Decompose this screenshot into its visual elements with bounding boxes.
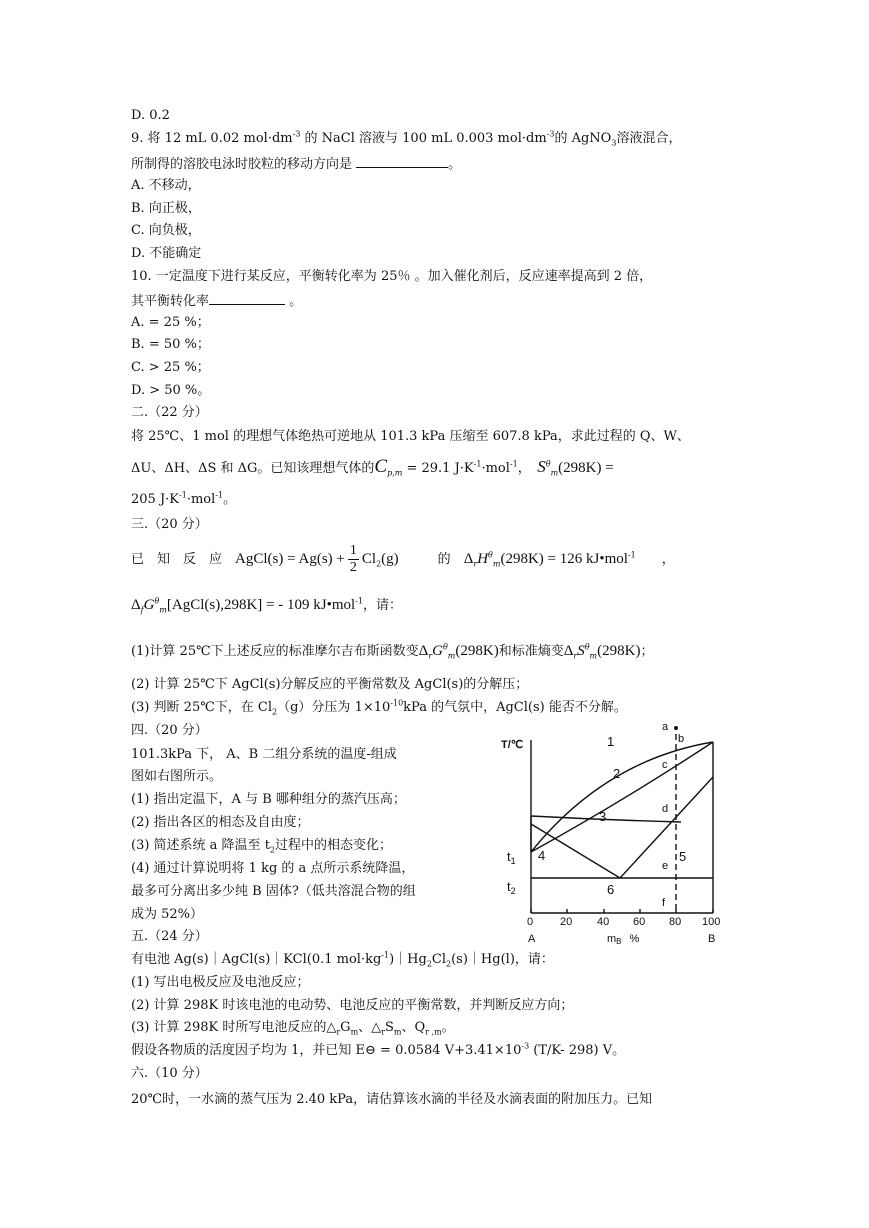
phase-diagram: [495, 720, 731, 950]
section-4-q4-cont: 最多可分离出多少纯 B 固体?（低共溶混合物的组: [131, 884, 416, 899]
q10-option-b: B. = 50 %；: [131, 337, 210, 352]
q10-line1: 10. 一定温度下进行某反应，平衡转化率为 25％ 。加入催化剂后，反应速率提高到 2 倍，: [131, 269, 653, 284]
t1-label: $t_1$: [507, 849, 516, 866]
q10-option-a: A. = 25 %；: [131, 315, 210, 330]
section-3-heading: 三.（20 分）: [131, 517, 208, 532]
q9-option-d: D. 不能确定: [131, 246, 202, 261]
section-6-line1: 20℃时，一水滴的蒸气压为 2.40 kPa，请估算该水滴的半径及水滴表面的附加压力。已知: [131, 1092, 653, 1107]
x-axis-label: mB %: [607, 933, 640, 946]
section-3-q1: (1)计算 25℃下上述反应的标准摩尔吉布斯函数变$\Delta_rG^\theta_m(298K)$和标准熵变$\Delta_rS^\theta_m(298K)$；: [131, 642, 654, 661]
x-tick-label: 40: [597, 916, 610, 928]
section-5-q3: (3) 计算 298K 时所写电池反应的$\triangle_rG_m$、$\triangle_rS_m$、$Q_{r ,m}$。: [131, 1020, 455, 1037]
q9-option-a: A. 不移动，: [131, 178, 201, 193]
x-tick-label: 100: [702, 916, 721, 928]
q10-option-d: D. > 50 %。: [131, 383, 211, 398]
q9-option-b: B. 向正极，: [131, 201, 201, 216]
section-4-q1: (1) 指出定温下，A 与 B 哪种组分的蒸汽压高；: [131, 792, 406, 807]
x-tick-label: 20: [560, 916, 573, 928]
point-c-label: c: [662, 759, 668, 771]
fraction-one-half: $\frac{1}{2}$: [349, 543, 357, 575]
section-4-line2: 图如右图所示。: [131, 769, 223, 784]
x-tick-label: 60: [633, 916, 646, 928]
section-6-heading: 六.（10 分）: [131, 1066, 208, 1081]
region-3-label: 3: [599, 809, 607, 824]
section-3-q2: (2) 计算 25℃下 AgCl(s)分解反应的平衡常数及 AgCl(s)的分解压；: [131, 677, 529, 692]
section-2-line1: 将 25℃、1 mol 的理想气体绝热可逆地从 101.3 kPa 压缩至 607.8 kPa，求此过程的 Q、W、: [131, 429, 690, 444]
section-5-q1: (1) 写出电极反应及电池反应；: [131, 975, 310, 990]
dew-curve: [531, 742, 713, 852]
y-axis-label: T/℃: [501, 739, 524, 751]
q10-option-c: C. > 25 %；: [131, 360, 210, 375]
bubble-curve: [531, 742, 713, 852]
section-2-heading: 二.（22 分）: [131, 405, 208, 420]
point-e-label: e: [662, 860, 669, 872]
section-5-heading: 五.（24 分）: [131, 929, 208, 944]
section-3-line2: $\Delta_fG^\theta_m[AgCl(s),298K]$ = - 109 kJ•mol$^{-1}$，请：: [131, 596, 402, 615]
q9-line1: 9. 将 12 mL 0.02 $mol\cdot dm^{-3}$ 的 NaCl 溶液与 100 mL 0.003 $mol\cdot dm^{-3}$的 AgNO$_3$溶液混合，: [131, 129, 682, 148]
end-a-label: A: [528, 933, 536, 945]
point-f-label: f: [662, 897, 666, 909]
section-5-note: 假设各物质的活度因子均为 1，并已知 E⊖ = 0.0584 $V+3.41\times 10^{-3}$ (T/K- 298) V。: [131, 1041, 626, 1058]
section-5-line1: 有电池 Ag(s)｜AgCl(s)｜KCl(0.1 $mol\cdot kg^{-1})|Hg_2Cl_2(s)|Hg(l)$，请：: [131, 950, 554, 969]
section-5-q2: (2) 计算 298K 时该电池的电动势、电池反应的平衡常数，并判断反应方向；: [131, 998, 574, 1013]
x-tick-label: 0: [527, 916, 534, 928]
region-1-label: 1: [607, 734, 615, 749]
q9-line2: 所制得的溶胶电泳时胶粒的移动方向是 。: [131, 153, 461, 175]
region-5-label: 5: [679, 849, 687, 864]
section-4-q3: (3) 简述系统 a 降温至 $t_2$过程中的相态变化；: [131, 838, 393, 855]
end-b-label: B: [708, 933, 716, 945]
section-4-q4-cont2: 成为 52%）: [131, 907, 204, 922]
t2-label: $t_2$: [507, 879, 516, 896]
section-4-heading: 四.（20 分）: [131, 723, 208, 738]
section-2-line3: 205 $J\cdot K^{-1}\cdot mol^{-1}$。: [131, 490, 237, 507]
q8-option-d: D. 0.2: [131, 108, 170, 123]
point-a-label: a: [662, 721, 669, 733]
region-2-label: 2: [613, 766, 621, 781]
section-2-line2: ΔU、ΔH、ΔS 和 ΔG。已知该理想气体的$C_{p,m} = 29.1$ $J\cdot K^{-1}\cdot mol^{-1}$， $S^\theta_m(298K)$ =: [131, 456, 614, 478]
region-6-label: 6: [607, 882, 615, 897]
section-4-line1: 101.3kPa 下， A、B 二组分系统的温度-组成: [131, 747, 397, 762]
point-d-label: d: [662, 803, 669, 815]
section-3-line1: 已 知 反 应 AgCl(s) = Ag(s) + $\frac{1}{2}$ $Cl_2(g)$ 的 $\Delta_rH^\theta_m(298K) = 126$ kJ•mol$^{-1}$ ，: [131, 543, 675, 575]
point-a-marker: [674, 726, 678, 730]
section-3-q3: (3) 判断 25℃下，在 $Cl_2(g)$分压为 $1\times 10^{-10}kPa$ 的气氛中，AgCl(s) 能否不分解。: [131, 698, 627, 717]
section-4-q2: (2) 指出各区的相态及自由度；: [131, 815, 310, 830]
point-b-label: b: [678, 733, 685, 745]
x-tick-label: 80: [669, 916, 682, 928]
q9-option-c: C. 向负极，: [131, 223, 201, 238]
section-4-q4: (4) 通过计算说明将 1 kg 的 a 点所示系统降温，: [131, 861, 415, 876]
region-4-label: 4: [538, 848, 546, 863]
answer-blank[interactable]: [209, 290, 285, 305]
q10-line2: 其平衡转化率 。: [131, 290, 302, 312]
answer-blank[interactable]: [356, 153, 448, 168]
